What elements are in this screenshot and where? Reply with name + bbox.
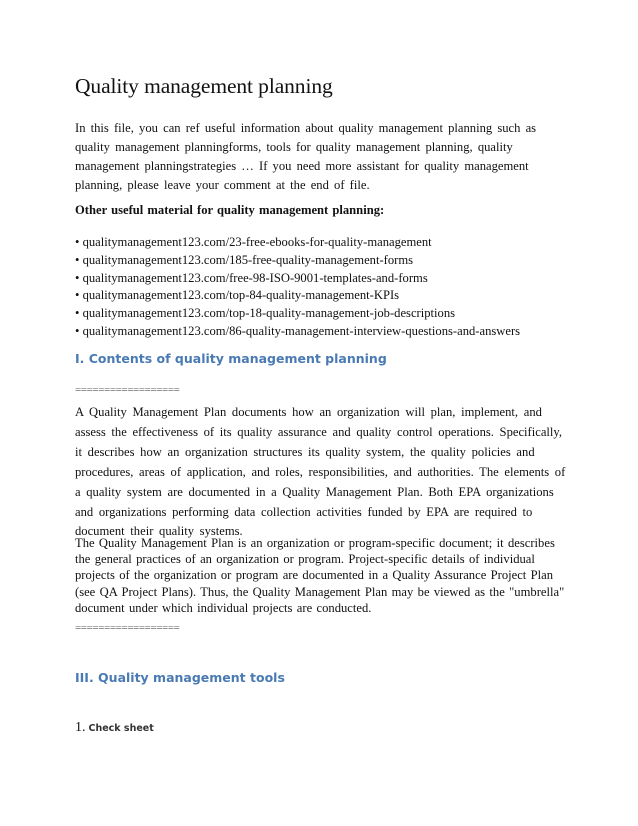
section-heading-contents: I. Contents of quality management planning [75, 351, 387, 366]
section1-paragraph-2: The Quality Management Plan is an organization or program-specific document; it describes the general practices of an organization or program. Project-specific details of individual projects of the organization or program are documented in a Quality Assurance Project Plan (see QA Project Plans). Thus, the Quality Management Plan may be viewed as the "umbrella" document under which individual projects are conducted. [75, 536, 565, 615]
tool-item-check-sheet [75, 720, 154, 736]
resource-link-list [75, 234, 520, 341]
resource-link-job-descriptions[interactable]: • qualitymanagement123.com/top-18-quality-management-job-descriptions [75, 305, 520, 323]
resource-link-iso-templates[interactable]: • qualitymanagement123.com/free-98-ISO-9001-templates-and-forms [75, 270, 520, 288]
section1-paragraph-1: A Quality Management Plan documents how an organization will plan, implement, and assess the effectiveness of its quality assurance and quality control operations. Specifically, it describes how an organization structures its quality system, the quality policies and procedures, areas of application, and roles, responsibilities, and authorities. The elements of a quality system are documented in a Quality Management Plan. Both EPA organizations and organizations performing data collection activities funded by EPA are required to document their quality systems. [75, 405, 566, 539]
resource-link-forms[interactable]: • qualitymanagement123.com/185-free-quality-management-forms [75, 252, 520, 270]
section-heading-tools: III. Quality management tools [75, 670, 285, 685]
intro-paragraph: In this file, you can ref useful information about quality management planning such as quality management planningforms, tools for quality management planning, quality management planningstrategies … If you need more assistant for quality management planning, please leave your comment at the end of file. [75, 121, 537, 192]
resource-link-kpis[interactable]: • qualitymanagement123.com/top-84-quality-management-KPIs [75, 287, 520, 305]
resource-link-ebooks[interactable]: • qualitymanagement123.com/23-free-ebooks-for-quality-management [75, 234, 520, 252]
other-material-heading: Other useful material for quality management planning: [75, 203, 385, 217]
divider-rule-top: ================== [75, 384, 180, 396]
page-title: Quality management planning [75, 74, 333, 98]
divider-rule-bottom: ================== [75, 622, 180, 634]
resource-link-interview-questions[interactable]: • qualitymanagement123.com/86-quality-management-interview-questions-and-answers [75, 323, 520, 341]
tool-item-number: 1. [75, 720, 86, 735]
tool-item-label: Check sheet [88, 723, 154, 734]
